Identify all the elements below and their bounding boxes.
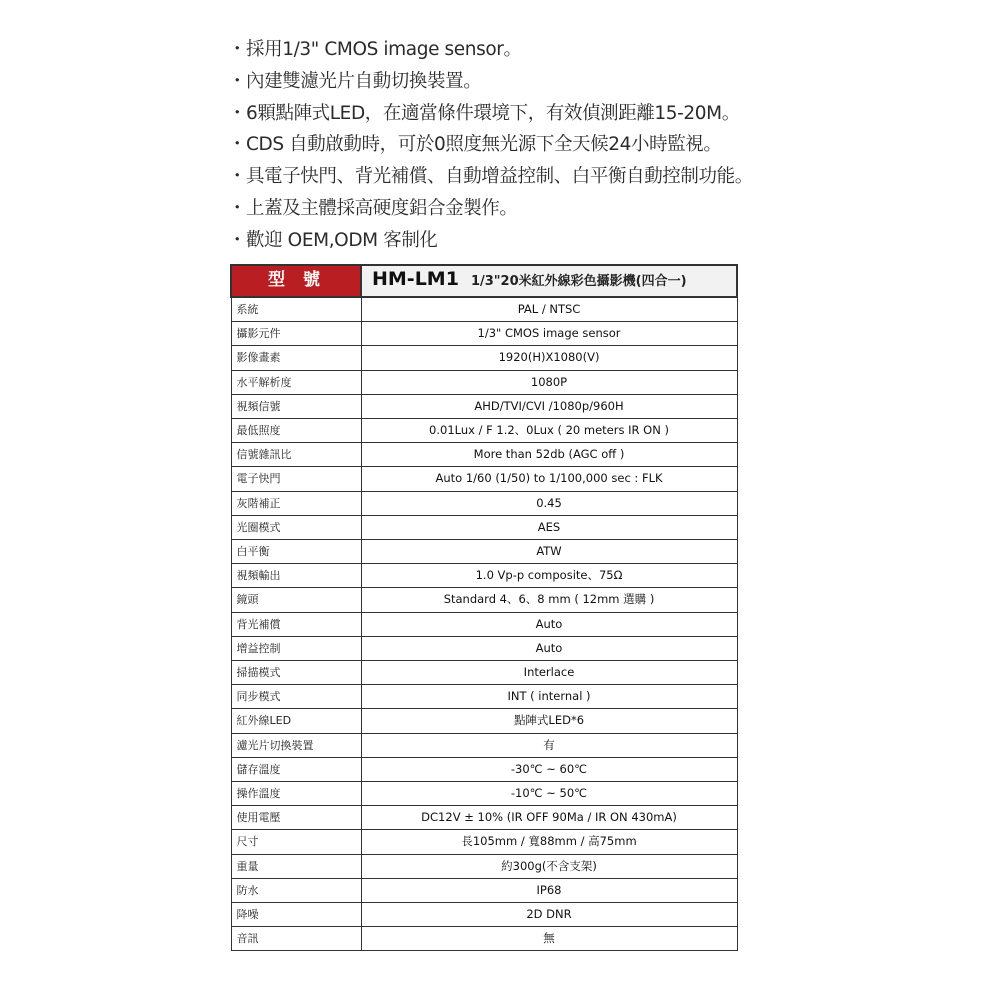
spec-label: 視頻輸出 — [231, 564, 361, 588]
spec-value: More than 52db (AGC off ) — [361, 443, 737, 467]
table-row — [231, 419, 737, 443]
table-row — [231, 661, 737, 685]
table-row — [231, 564, 737, 588]
spec-value: Auto — [361, 636, 737, 660]
spec-label: 同步模式 — [231, 685, 361, 709]
table-row — [231, 370, 737, 394]
table-row — [231, 515, 737, 539]
table-row — [231, 612, 737, 636]
spec-value: AHD/TVI/CVI /1080p/960H — [361, 394, 737, 418]
spec-value: 1920(H)X1080(V) — [361, 346, 737, 370]
spec-label: 操作溫度 — [231, 782, 361, 806]
table-row — [231, 297, 737, 322]
spec-label: 信號雜訊比 — [231, 443, 361, 467]
spec-value: 1080P — [361, 370, 737, 394]
spec-value: 有 — [361, 733, 737, 757]
spec-value: ATW — [361, 540, 737, 564]
bullet-icon: ・ — [228, 102, 247, 124]
table-row — [231, 757, 737, 781]
table-row — [231, 685, 737, 709]
spec-value: 長105mm / 寬88mm / 高75mm — [361, 830, 737, 854]
spec-value: 無 — [361, 927, 737, 951]
spec-label: 音訊 — [231, 927, 361, 951]
spec-label: 系統 — [231, 297, 361, 322]
feature-text: 內建雙濾光片自動切換裝置。 — [246, 70, 482, 92]
spec-label: 紅外線LED — [231, 709, 361, 733]
table-row — [231, 394, 737, 418]
spec-label: 掃描模式 — [231, 661, 361, 685]
spec-label: 鏡頭 — [231, 588, 361, 612]
table-row — [231, 588, 737, 612]
feature-item — [228, 161, 753, 193]
spec-header-row — [231, 265, 737, 297]
spec-value: Auto — [361, 612, 737, 636]
spec-label: 背光補償 — [231, 612, 361, 636]
spec-label: 灰階補正 — [231, 491, 361, 515]
feature-list — [228, 34, 753, 257]
feature-text: 上蓋及主體採高硬度鋁合金製作。 — [246, 197, 518, 219]
spec-value: Auto 1/60 (1/50) to 1/100,000 sec : FLK — [361, 467, 737, 491]
spec-label: 視頻信號 — [231, 394, 361, 418]
spec-label: 降噪 — [231, 903, 361, 927]
spec-label: 電子快門 — [231, 467, 361, 491]
spec-label: 使用電壓 — [231, 806, 361, 830]
table-row — [231, 830, 737, 854]
spec-label: 白平衡 — [231, 540, 361, 564]
spec-value: 1/3" CMOS image sensor — [361, 322, 737, 346]
bullet-icon: ・ — [228, 229, 247, 251]
bullet-icon: ・ — [228, 39, 247, 60]
bullet-icon: ・ — [228, 134, 247, 156]
spec-label: 濾光片切換裝置 — [231, 733, 361, 757]
table-row — [231, 878, 737, 902]
spec-label: 最低照度 — [231, 419, 361, 443]
table-row — [231, 636, 737, 660]
table-row — [231, 322, 737, 346]
spec-label: 尺寸 — [231, 830, 361, 854]
table-row — [231, 540, 737, 564]
bullet-icon: ・ — [228, 197, 247, 219]
spec-value: AES — [361, 515, 737, 539]
model-description: 1/3"20米紅外線彩色攝影機(四合一) — [470, 274, 687, 290]
table-row — [231, 467, 737, 491]
bullet-icon: ・ — [228, 70, 247, 92]
model-number: HM-LM1 — [372, 268, 459, 291]
table-row — [231, 443, 737, 467]
spec-value: 0.45 — [361, 491, 737, 515]
table-row — [231, 782, 737, 806]
table-row — [231, 854, 737, 878]
spec-value: Interlace — [361, 661, 737, 685]
feature-text: 6顆點陣式LED，在適當條件環境下，有效偵測距離15-20M。 — [246, 102, 740, 124]
table-row — [231, 709, 737, 733]
table-row — [231, 806, 737, 830]
spec-label: 影像畫素 — [231, 346, 361, 370]
feature-text: CDS 自動啟動時，可於0照度無光源下全天候24小時監視。 — [246, 134, 722, 156]
feature-text: 具電子快門、背光補償、自動增益控制、白平衡自動控制功能。 — [246, 166, 753, 188]
spec-label: 增益控制 — [231, 636, 361, 660]
spec-table — [230, 264, 738, 951]
table-row — [231, 927, 737, 951]
spec-value: IP68 — [361, 878, 737, 902]
spec-value: 約300g(不含支架) — [361, 854, 737, 878]
feature-item — [228, 66, 753, 98]
feature-item — [228, 225, 753, 257]
spec-value: 2D DNR — [361, 903, 737, 927]
feature-item — [228, 129, 753, 161]
model-header-label: 型號 — [231, 265, 361, 297]
model-header-cell — [361, 265, 737, 297]
spec-label: 水平解析度 — [231, 370, 361, 394]
spec-label: 防水 — [231, 878, 361, 902]
spec-value: Standard 4、6、8 mm ( 12mm 選購 ) — [361, 588, 737, 612]
spec-value: -10℃ ~ 50℃ — [361, 782, 737, 806]
spec-label: 光圈模式 — [231, 515, 361, 539]
feature-item — [228, 98, 753, 130]
feature-text: 採用1/3" CMOS image sensor。 — [246, 39, 522, 60]
table-row — [231, 346, 737, 370]
feature-text: 歡迎 OEM,ODM 客制化 — [246, 229, 438, 251]
feature-item — [228, 193, 753, 225]
spec-value: INT ( internal ) — [361, 685, 737, 709]
bullet-icon: ・ — [228, 166, 247, 188]
spec-label: 重量 — [231, 854, 361, 878]
spec-value: 點陣式LED*6 — [361, 709, 737, 733]
spec-value: -30℃ ~ 60℃ — [361, 757, 737, 781]
feature-item — [228, 34, 753, 66]
spec-label: 儲存溫度 — [231, 757, 361, 781]
spec-value: PAL / NTSC — [361, 297, 737, 322]
table-row — [231, 903, 737, 927]
table-row — [231, 733, 737, 757]
spec-label: 攝影元件 — [231, 322, 361, 346]
spec-value: DC12V ± 10% (IR OFF 90Ma / IR ON 430mA) — [361, 806, 737, 830]
spec-value: 1.0 Vp-p composite、75Ω — [361, 564, 737, 588]
table-row — [231, 491, 737, 515]
spec-value: 0.01Lux / F 1.2、0Lux ( 20 meters IR ON ) — [361, 419, 737, 443]
